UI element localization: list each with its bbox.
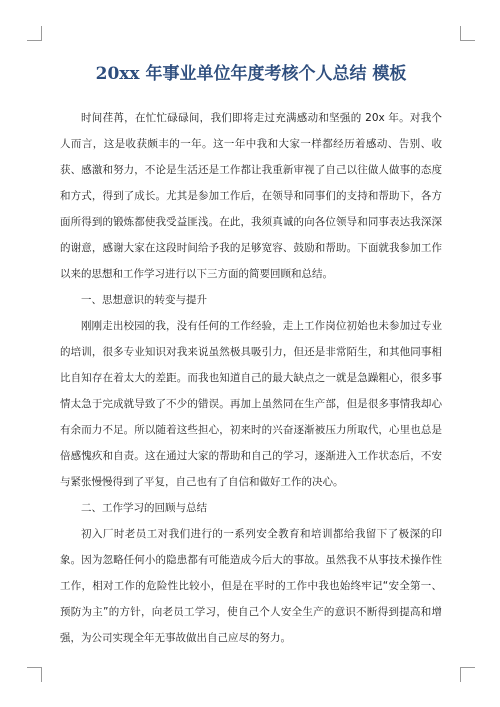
section-1-paragraph: 刚刚走出校园的我，没有任何的工作经验，走上工作岗位初始也未参加过专业的培训，很多专业知识对我来说虽然极具吸引力，但还是非常陌生，和其他同事相比自知存在着太大的差距。而我也知道自己的最大缺点之一就是急躁粗心，很多事情太急于完成就导致了不少的错误。再加上虽然同在生产部，但是很多事情我却心有余而力不足。所以随着这些担心，初来时的兴奋逐渐被压力所取代，心里也总是倍感愧疚和自责。这在通过大家的帮助和自己的学习，逐渐进入工作状态后，不安与紧张慢慢得到了平复，自己也有了自信和做好工作的决心。 xyxy=(60,320,442,488)
crop-mark-top-left xyxy=(27,26,42,41)
crop-mark-top-right xyxy=(460,26,475,41)
section-1-heading: 一、思想意识的转变与提升 xyxy=(81,294,207,306)
intro-paragraph: 时间荏苒，在忙忙碌碌间，我们即将走过充满感动和坚强的 20x 年。对我个人而言，这是收获颇丰的一年。这一年中我和大家一样都经历着感动、告别、收获、感激和努力，不论是生活还是工作都让我重新审视了自己以往做人做事的态度和方式，得到了成长。尤其是参加工作后，在领导和同事们的支持和帮助下，各方面所得到的锻炼都使我受益匪浅。在此，我须真诚的向各位领导和同事表达我深深的谢意，感谢大家在这段时间给予我的足够宽容、鼓励和帮助。下面就我参加工作以来的思想和工作学习进行以下三方面的简要回顾和总结。 xyxy=(60,112,442,280)
document-title: 20xx 年事业单位年度考核个人总结 模板 xyxy=(95,64,407,84)
crop-mark-bottom-left xyxy=(27,667,42,682)
document-page xyxy=(60,62,442,651)
crop-mark-bottom-right xyxy=(460,667,475,682)
section-2-paragraph: 初入厂时老员工对我们进行的一系列安全教育和培训都给我留下了极深的印象。因为忽略任何小的隐患都有可能造成今后大的事故。虽然我不从事技术操作性工作，相对工作的危险性比较小，但是在平时的工作中我也始终牢记“安全第一、预防为主”的方针，向老员工学习，使自己个人安全生产的意识不断得到提高和增强，为公司实现全年无事故做出自己应尽的努力。 xyxy=(60,528,442,644)
section-2-heading: 二、工作学习的回顾与总结 xyxy=(81,502,207,514)
